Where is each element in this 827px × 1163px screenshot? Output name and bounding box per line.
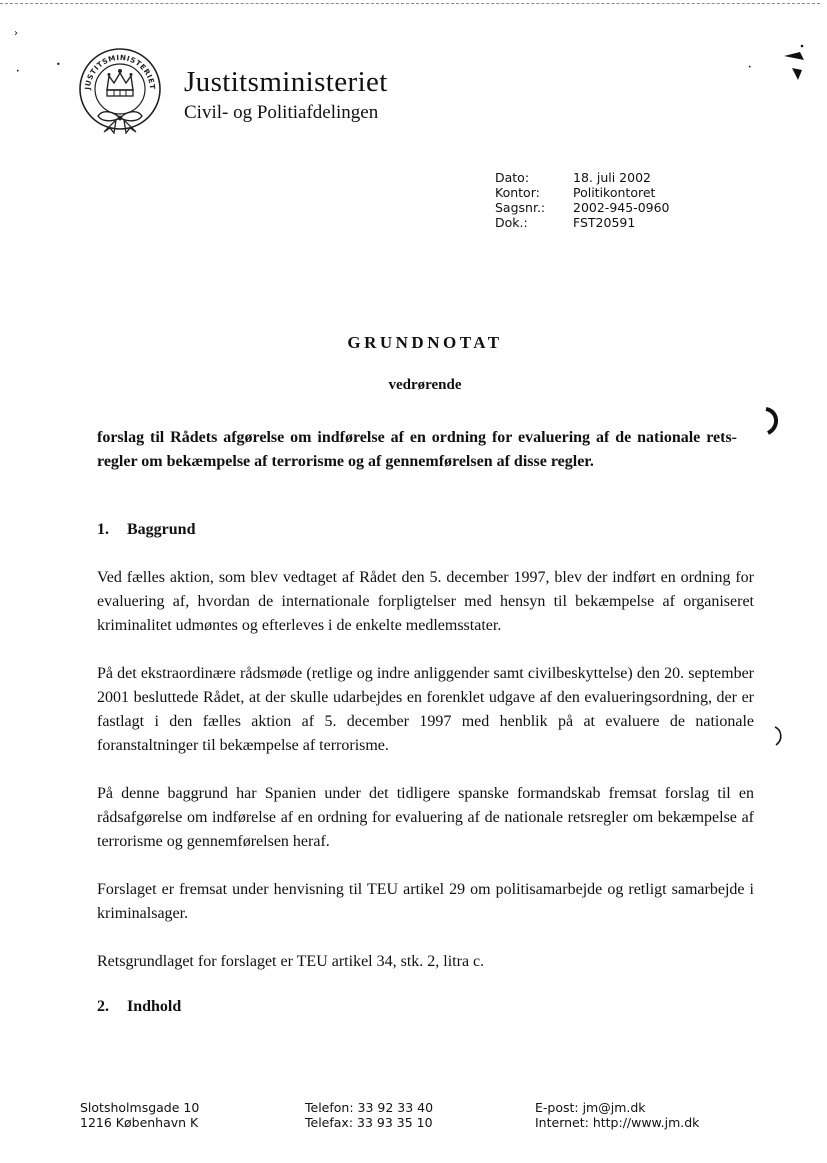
footer-telefax: Telefax: 33 93 35 10 [305, 1115, 433, 1130]
section-heading-background [97, 521, 195, 539]
section-title: Indhold [127, 998, 182, 1015]
meta-value: Politikontoret [573, 185, 656, 200]
paragraph: På det ekstraordinære rådsmøde (retlige og indre anliggender samt civilbeskyttelse) den 20. september 2001 besluttede Rådet, at der skulle udarbejdes en forenklet udgave af den evalueringsordning, der er fastlagt i den fælles aktion af 5. december 1997 med henblik på at evaluere de nationale foranstaltninger til bekæmpelse af terrorisme. [97, 665, 754, 754]
section-number: 1. [97, 521, 109, 538]
meta-label: Dok.: [495, 215, 528, 230]
document-subject: forslag til Rådets afgørelse om indførelse af en ordning for evaluering af de nationale retsregler om bekæmpelse af terrorisme og af gennemførelsen af disse regler. [97, 429, 737, 470]
paragraph: Ved fælles aktion, som blev vedtaget af Rådet den 5. december 1997, blev der indført en ordning for evaluering af, hvordan de internationale forpligtelser med hensyn til bekæmpelse af organiseret kriminalitet udmøntes og efterleves i de enkelte medlemsstater. [97, 569, 754, 634]
paragraph: Retsgrundlaget for forslaget er TEU artikel 34, stk. 2, litra c. [97, 953, 485, 970]
department-name: Civil- og Politiafdelingen [184, 102, 379, 123]
footer-address-city: 1216 København K [80, 1115, 199, 1130]
ministry-name: Justitsministeriet [184, 66, 388, 98]
scan-artifact-bracket-icon [772, 724, 786, 748]
meta-value: 2002-945-0960 [573, 200, 670, 215]
paragraph: Forslaget er fremsat under henvisning til TEU artikel 29 om politisamarbejde og retligt samarbejde i kriminalsager. [97, 881, 754, 922]
ministry-seal-icon [74, 40, 166, 134]
meta-label: Kontor: [495, 185, 540, 200]
footer-online [535, 1100, 699, 1130]
meta-value: FST20591 [573, 215, 636, 230]
document-metadata [495, 170, 670, 230]
scan-artifact-bracket-icon [760, 405, 784, 437]
meta-row-office [495, 185, 670, 200]
paragraph: På denne baggrund har Spanien under det tidligere spanske formandskab fremsat forslag til en rådsafgørelse om indførelse af en ordning for evaluering af de nationale retsregler om bekæmpelse af terrorisme og gennemførelsen heraf. [97, 785, 754, 850]
meta-row-case-number [495, 200, 670, 215]
meta-label: Dato: [495, 170, 530, 185]
scan-artifact-marks-icon [780, 44, 810, 90]
meta-label: Sagsnr.: [495, 200, 546, 215]
section-number: 2. [97, 998, 109, 1015]
scan-speck-icon: › [14, 28, 18, 39]
meta-row-date [495, 170, 670, 185]
section-heading-content [97, 998, 181, 1016]
scan-speck-icon: • [748, 64, 752, 71]
svg-text:JUSTITSMINISTERIET: JUSTITSMINISTERIET [82, 52, 158, 91]
footer-internet: Internet: http://www.jm.dk [535, 1115, 700, 1130]
footer-address-street: Slotsholmsgade 10 [80, 1100, 200, 1115]
scan-edge-rule [0, 3, 820, 4]
section-title: Baggrund [127, 521, 196, 538]
footer-telephone: Telefon: 33 92 33 40 [305, 1100, 434, 1115]
scan-speck-icon: • [56, 60, 61, 69]
meta-value: 18. juli 2002 [573, 170, 651, 185]
meta-row-document [495, 215, 670, 230]
footer-address [80, 1100, 199, 1130]
footer-email: E-post: jm@jm.dk [535, 1100, 646, 1115]
document-subtitle: vedrørende [388, 377, 462, 393]
document-title: GRUNDNOTAT [347, 333, 503, 352]
scan-speck-icon: • [16, 68, 20, 75]
footer-phone [305, 1100, 433, 1130]
